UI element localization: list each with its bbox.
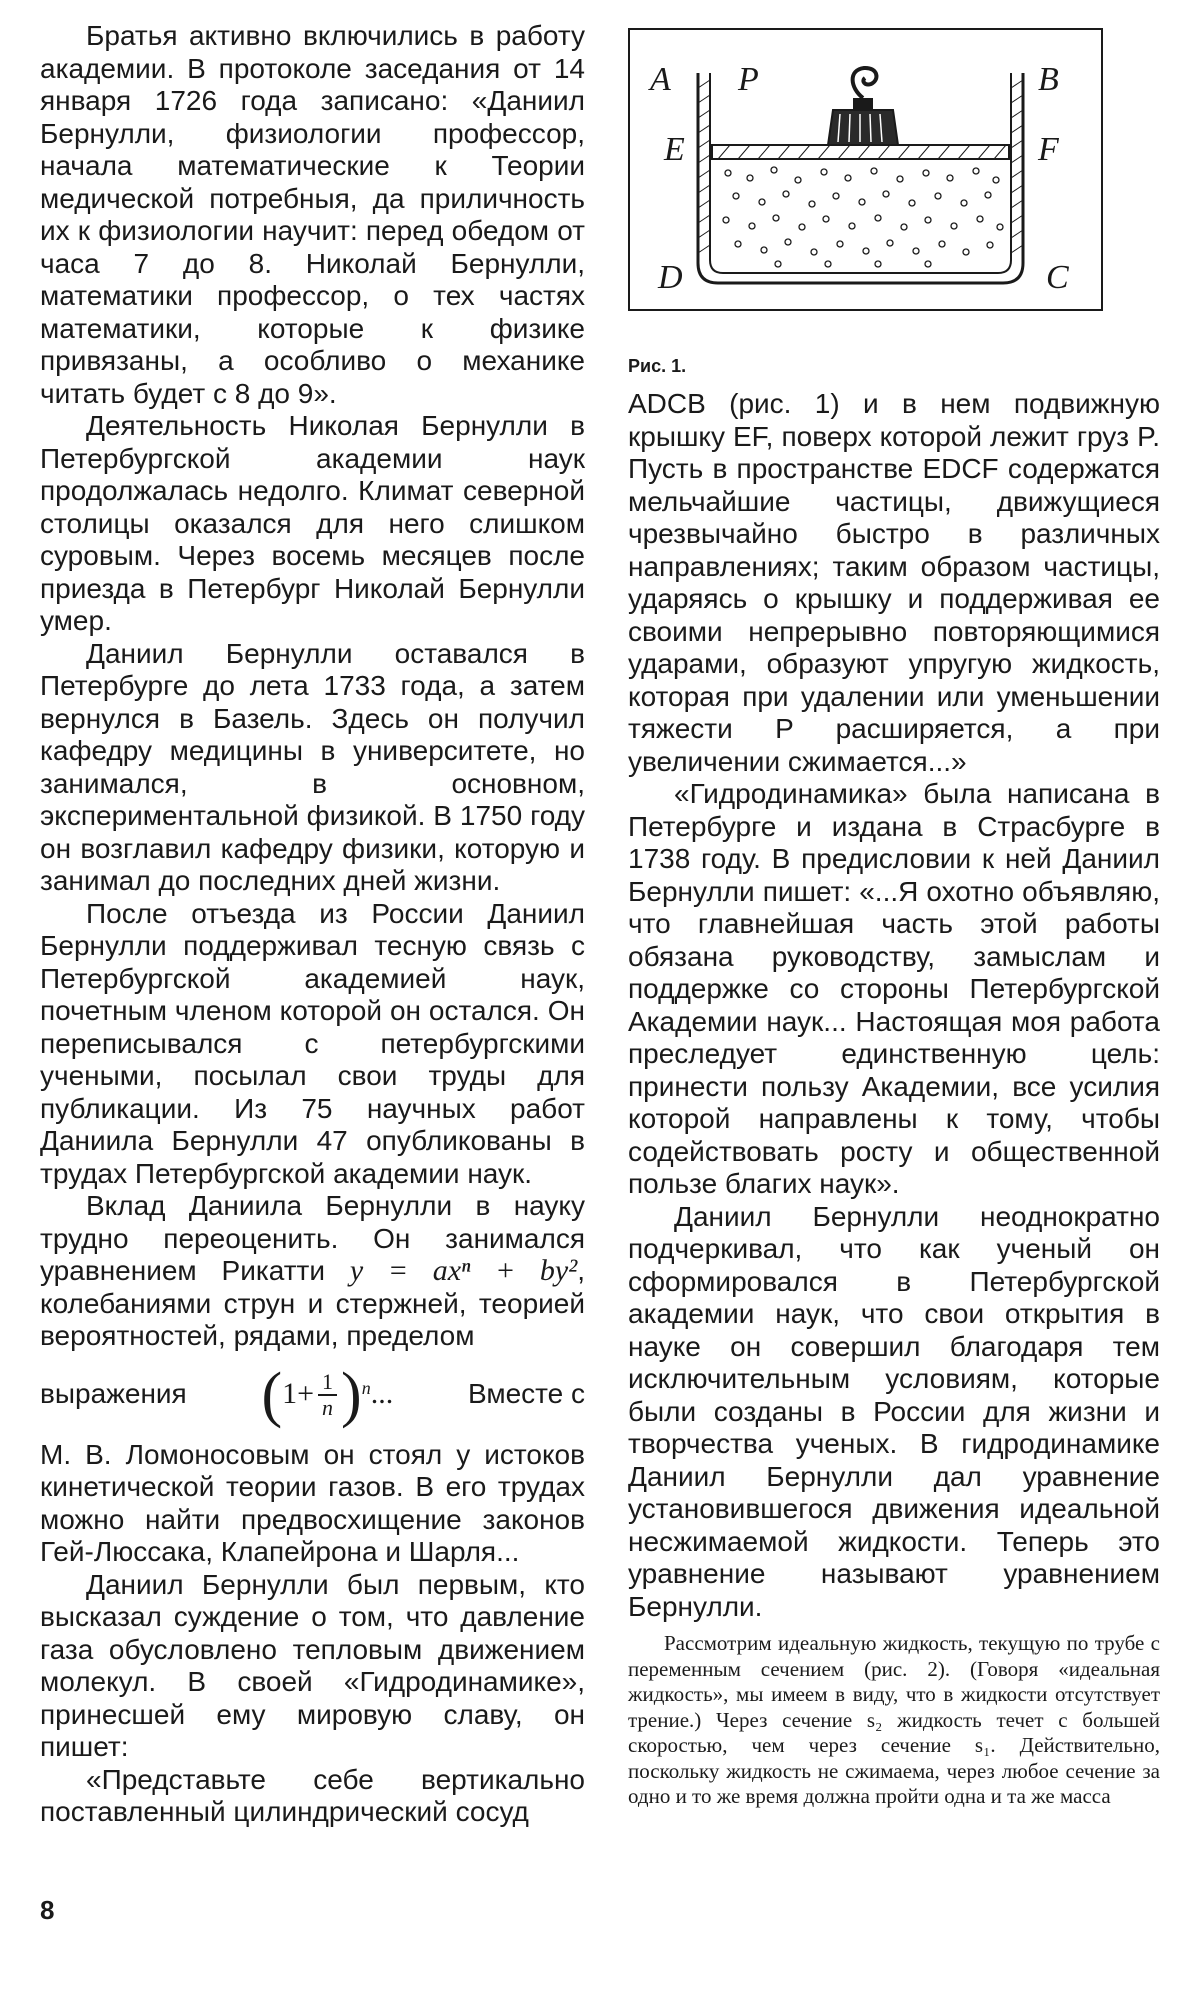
paragraph-nikolai: Деятельность Николая Бернулли в Петербургской академии наук продолжалась недолго. Климат северной столицы оказался для него слишком суровым. Через восемь месяцев после приезда в Петербург Николай Бернулли умер. xyxy=(40,410,585,636)
paragraph-quote-continued: ADCB (рис. 1) и в нем подвижную крышку EF, поверх которой лежит груз P. Пусть в пространстве EDCF содержатся мельчайшие частицы, движущиеся чрезвычайно быстро в различных направлениях; таким образом частицы, ударяясь о крышку и поддерживая ее своими непрерывно повторяющимися ударами, образуют упругую жидкость, которая при удалении или уменьшении тяжести P расширяется, а при увеличении сжимается...» xyxy=(628,388,1160,777)
limit-formula: ( 1+ $\frac{1}{n}$ ) n ... xyxy=(261,1360,394,1429)
together-with: Вместе с xyxy=(467,1378,585,1410)
limit-exponent: n xyxy=(361,1377,371,1398)
fraction xyxy=(318,1370,337,1420)
paragraph-quote-start: «Представьте себе вертикально поставленный цилиндрический сосуд xyxy=(40,1763,585,1827)
label-a: A xyxy=(650,61,671,98)
paragraph-daniel-basel: Даниил Бернулли оставался в Петербурге до лета 1733 года, а затем вернулся в Базель. Здесь он получил кафедру медицины в университете, но занимался, в основном, экспериментальной физикой. В 1750 году он возглавил кафедру физики, которую и занимал до последних дней жизни. xyxy=(40,637,585,896)
fraction-numerator: 1 xyxy=(318,1370,337,1396)
left-column xyxy=(40,20,585,1829)
contribution-text: Вклад Даниила Бернулли в науку трудно переоценить. Он занимался уравнением Рикатти xyxy=(40,1190,585,1286)
right-column xyxy=(628,20,1160,1880)
expression-label: выражения xyxy=(40,1378,187,1410)
paragraph-bernoulli-equation: Даниил Бернулли неоднократно подчеркивал, что как ученый он сформировался в Петербургской академии наук, что свои открытия в науке он совершил благодаря тем исключительным условиям, которые были созданы в России для жизни и творчества ученых. В гидродинамике Даниил Бернулли дал уравнение установившегося движения идеальной несжимаемой жидкости. Теперь это уравнение называют уравнением Бернулли. xyxy=(628,1200,1160,1622)
page-number: 8 xyxy=(40,1895,55,1925)
paragraph-ties-russia: После отъезда из России Даниил Бернулли поддерживал тесную связь с Петербургской академией наук, почетным членом которой он остался. Он переписывался с петербургскими учеными, посылал свои труды для публикации. Из 75 научных работ Даниила Бернулли 47 опубликованы в трудах Петербургской академии наук. xyxy=(40,897,585,1189)
limit-expression-line xyxy=(40,1355,585,1435)
right-text-block xyxy=(628,388,1160,1831)
limit-dots: ... xyxy=(370,1377,394,1411)
limit-one: 1+ xyxy=(282,1377,315,1411)
fraction-denominator: n xyxy=(322,1394,334,1420)
label-d: D xyxy=(658,259,683,296)
paragraph-contribution: Вклад Даниила Бернулли в науку трудно переоценить. Он занимался уравнением Рикатти y = axⁿ + by², колебаниями струн и стержней, теорией вероятностей, рядами, пределом xyxy=(40,1190,586,1351)
paragraph-protocol: Братья активно включились в работу академии. В протоколе заседания от 14 января 1726 года записано: «Даниил Бернулли, физиологии профессор, начала математические к Теории медической потребныя, да приличность их к физиологии научит: перед обедом от часа 7 до 8. Николай Бернулли, математики профессор, о тех частях математики, которые к физике привязаны, а особливо о механике читать будет с 8 до 9». xyxy=(40,20,585,409)
riccati-formula: y = axⁿ + by² xyxy=(349,1254,578,1287)
paragraph-gas-pressure: Даниил Бернулли был первым, кто высказал суждение о том, что давление газа обусловлено тепловым движением молекул. В своей «Гидродинамике», принесшей ему мировую славу, он пишет: xyxy=(40,1568,585,1762)
paragraph-hydrodynamica: «Гидродинамика» была написана в Петербурге и издана в Страсбурге в 1738 году. В предисловии к ней Даниил Бернулли пишет: «...Я охотно объявляю, что главнейшая часть этой работы обязана руководству, замыслам и поддержке со стороны Петербургской Академии наук... Настоящая моя работа преследует единственную цель: принести пользу Академии, все усилия которой направлены к тому, чтобы содействовать росту и общественной пользе благих наук». xyxy=(628,778,1160,1199)
label-p: P xyxy=(738,61,759,98)
paragraph-ideal-fluid: Рассмотрим идеальную жидкость, текущую по трубе с переменным сечением (рис. 2). (Говоря «идеальная жидкость», мы имеем в виду, что в жидкости отсутствует трение.) Через сечение s₂ жидкость течет с большей скоростью, чем через сечение s₁. Действительно, поскольку жидкость не сжимаема, через любое сечение за одно и то же время должна пройти одна и та же масса xyxy=(628,1631,1160,1808)
figure-1 xyxy=(628,28,1103,311)
contribution-text-2: колебаниями струн и стержней, теорией вероятностей, рядами, пределом xyxy=(40,1287,585,1351)
figure-caption: Рис. 1. xyxy=(628,356,687,376)
paragraph-lomonosov: М. В. Ломоносовым он стоял у истоков кинетической теории газов. В его трудах можно найти предвосхищение законов Гей-Люссака, Клапейрона и Шарля... xyxy=(40,1438,585,1567)
label-e: E xyxy=(664,131,685,168)
label-c: C xyxy=(1046,259,1069,296)
label-b: B xyxy=(1038,61,1059,98)
cylinder-vessel-illustration xyxy=(628,28,1103,311)
label-f: F xyxy=(1038,131,1059,168)
